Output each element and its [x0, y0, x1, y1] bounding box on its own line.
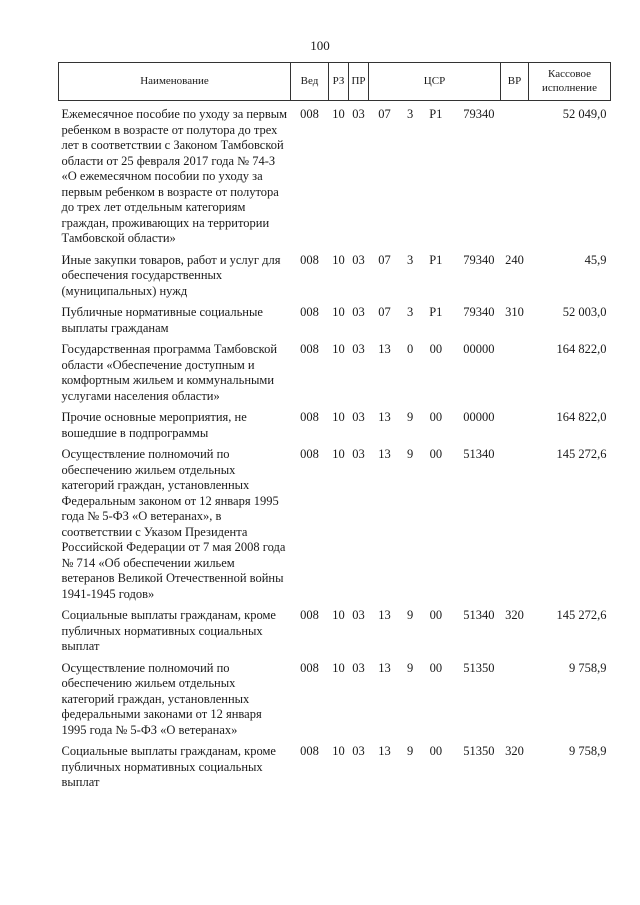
- row-pr: 03: [352, 608, 365, 622]
- row-ved: 008: [300, 660, 319, 675]
- row-csr1: 13: [378, 342, 391, 356]
- table-row: [59, 299, 611, 336]
- row-csr: [369, 655, 501, 739]
- row-vr: [501, 404, 529, 441]
- row-rz: 10: [332, 342, 345, 356]
- row-csr3: P1: [429, 252, 443, 267]
- row-csr1: 13: [378, 608, 391, 622]
- table-row: [59, 602, 611, 655]
- row-rz: 10: [332, 660, 345, 675]
- row-name: Иные закупки товаров, работ и услуг для обеспечения государственных (муниципальных) нужд: [61, 252, 281, 298]
- row-ved: 008: [300, 410, 319, 424]
- row-vr: 310: [505, 305, 524, 319]
- row-csr2: 9: [407, 447, 414, 461]
- row-rz: 10: [332, 744, 345, 758]
- row-csr: [369, 336, 501, 404]
- row-name: Публичные нормативные социальные выплаты гражданам: [61, 305, 263, 335]
- row-csr4: 00000: [463, 410, 495, 424]
- row-amount: 164 822,0: [556, 410, 607, 424]
- row-csr1: 13: [378, 744, 391, 758]
- row-rz: 10: [332, 252, 345, 267]
- row-vr: [501, 441, 529, 602]
- header-rz: РЗ: [329, 63, 349, 101]
- header-vr: ВР: [501, 63, 529, 101]
- row-name: Государственная программа Тамбовской области «Обеспечение доступным и комфортным жильем и коммунальными услугами населения области»: [61, 342, 278, 403]
- row-vr: 320: [505, 608, 524, 622]
- row-csr2: 9: [407, 744, 414, 758]
- row-csr: [369, 299, 501, 336]
- row-csr3: 00: [429, 744, 443, 758]
- row-pr: 03: [352, 342, 365, 356]
- row-csr2: 9: [407, 410, 414, 424]
- row-amount: 9 758,9: [569, 660, 607, 675]
- row-csr: [369, 602, 501, 655]
- row-vr: 240: [505, 252, 524, 267]
- row-name: Осуществление полномочий по обеспечению жильем отдельных категорий граждан, установленных федеральными законами от 12 января 1995 года № 5-ФЗ «О ветеранах»: [61, 660, 262, 737]
- row-name: Социальные выплаты гражданам, кроме публичных нормативных социальных выплат: [61, 608, 276, 653]
- row-amount: 9 758,9: [569, 744, 607, 758]
- table-row: [59, 247, 611, 300]
- row-csr4: 79340: [463, 252, 495, 267]
- row-csr: [369, 247, 501, 300]
- table-row: [59, 441, 611, 602]
- row-csr2: 3: [407, 107, 414, 121]
- header-ved: Вед: [291, 63, 329, 101]
- header-amount: Кассовое исполнение: [529, 63, 611, 101]
- row-name: Осуществление полномочий по обеспечению жильем отдельных категорий граждан, установленных Федеральным законом от 12 января 1995 года № 5-ФЗ «О ветеранах», в соответствии с Указом Президента Российской Федерации от 7 мая 2008 года № 714 «Об обеспечении жильем ветеранов Великой Отечественной войны 1941-1945 годов»: [61, 447, 286, 601]
- row-vr: [501, 655, 529, 739]
- row-pr: 03: [352, 107, 365, 121]
- row-csr2: 3: [407, 252, 414, 267]
- row-csr2: 9: [407, 660, 414, 675]
- row-csr: [369, 101, 501, 247]
- table-header-row: [59, 63, 611, 101]
- row-csr4: 79340: [463, 305, 495, 319]
- row-ved: 008: [300, 608, 319, 622]
- row-vr: [501, 336, 529, 404]
- row-amount: 45,9: [584, 252, 607, 267]
- table-row: [59, 336, 611, 404]
- row-csr4: 51350: [463, 660, 495, 675]
- row-ved: 008: [300, 744, 319, 758]
- row-amount: 164 822,0: [556, 342, 607, 356]
- row-name: Социальные выплаты гражданам, кроме публичных нормативных социальных выплат: [61, 744, 276, 789]
- row-name: Прочие основные мероприятия, не вошедшие в подпрограммы: [61, 410, 247, 440]
- row-csr4: 51340: [463, 608, 495, 622]
- row-csr1: 13: [378, 410, 391, 424]
- row-csr1: 13: [378, 660, 391, 675]
- row-amount: 145 272,6: [556, 447, 607, 461]
- row-pr: 03: [352, 410, 365, 424]
- row-csr3: P1: [429, 107, 443, 121]
- row-csr: [369, 738, 501, 791]
- row-name: Ежемесячное пособие по уходу за первым ребенком в возрасте от полутора до трех лет в соответствии с Законом Тамбовской области от 25 февраля 2017 года № 74-З «О ежемесячном пособии по уходу за первым ребенком в возрасте от полутора до трех лет отдельным категориям граждан, проживающих на территории Тамбовской области»: [61, 107, 288, 245]
- row-csr: [369, 441, 501, 602]
- row-csr3: 00: [429, 447, 443, 461]
- row-csr3: 00: [429, 410, 443, 424]
- row-pr: 03: [352, 744, 365, 758]
- row-amount: 52 003,0: [562, 305, 607, 319]
- row-pr: 03: [352, 447, 365, 461]
- row-rz: 10: [332, 107, 345, 121]
- row-pr: 03: [352, 660, 365, 675]
- row-ved: 008: [300, 305, 319, 319]
- row-ved: 008: [300, 107, 319, 121]
- row-ved: 008: [300, 252, 319, 267]
- table-row: [59, 655, 611, 739]
- row-csr1: 07: [378, 305, 391, 319]
- row-rz: 10: [332, 410, 345, 424]
- table-row: [59, 738, 611, 791]
- table-row: [59, 404, 611, 441]
- budget-table: [58, 62, 611, 791]
- row-vr: 320: [505, 744, 524, 758]
- row-pr: 03: [352, 252, 365, 267]
- row-csr4: 79340: [463, 107, 495, 121]
- row-rz: 10: [332, 608, 345, 622]
- header-name: Наименование: [59, 63, 291, 101]
- row-csr4: 51340: [463, 447, 495, 461]
- row-csr2: 0: [407, 342, 414, 356]
- row-rz: 10: [332, 305, 345, 319]
- row-amount: 52 049,0: [562, 107, 607, 121]
- header-pr: ПР: [349, 63, 369, 101]
- row-csr1: 07: [378, 107, 391, 121]
- row-amount: 145 272,6: [556, 608, 607, 622]
- row-vr: [501, 101, 529, 247]
- row-csr: [369, 404, 501, 441]
- row-csr3: P1: [429, 305, 443, 319]
- row-csr1: 07: [378, 252, 391, 267]
- row-csr3: 00: [429, 342, 443, 356]
- row-csr1: 13: [378, 447, 391, 461]
- row-csr3: 00: [429, 608, 443, 622]
- table-row: [59, 101, 611, 247]
- page-number: 100: [310, 38, 330, 53]
- row-ved: 008: [300, 447, 319, 461]
- row-csr2: 3: [407, 305, 414, 319]
- header-csr: ЦСР: [369, 63, 501, 101]
- row-rz: 10: [332, 447, 345, 461]
- row-pr: 03: [352, 305, 365, 319]
- row-csr4: 00000: [463, 342, 495, 356]
- row-csr3: 00: [429, 660, 443, 675]
- row-csr2: 9: [407, 608, 414, 622]
- row-ved: 008: [300, 342, 319, 356]
- row-csr4: 51350: [463, 744, 495, 758]
